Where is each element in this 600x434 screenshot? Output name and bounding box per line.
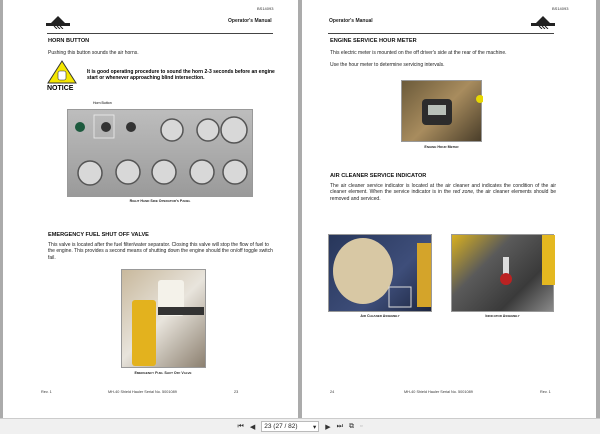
warning-hand-icon [47, 60, 77, 84]
page-navigation-toolbar [0, 418, 600, 434]
fuel-valve-caption: Emergency Fuel Shut Off Valve [134, 371, 192, 375]
footer-serial: MH-40 Shield Hauler Serial No. 5001089 [108, 390, 177, 394]
fuel-valve-photo [121, 269, 206, 368]
bucyrus-logo [45, 15, 71, 29]
bucyrus-logo [530, 15, 556, 29]
notice-text: It is good operating procedure to sound the horn 2-3 seconds before an engine start or whenever approaching blind intersection. [87, 69, 275, 82]
footer-rev: Rev. 1 [540, 390, 551, 394]
section-heading: HORN BUTTON [48, 38, 90, 44]
hour-meter-caption: Engine Hour Meter [424, 145, 459, 149]
paragraph: Pushing this button sounds the air horns. [48, 50, 139, 56]
horn-button-label: Horn Button [93, 101, 112, 105]
single-page-view-icon[interactable]: ▫ [359, 423, 363, 430]
first-page-icon[interactable]: ⏮ [237, 422, 244, 430]
operator-panel-photo [67, 109, 253, 197]
last-page-icon[interactable]: ⏭ [336, 422, 343, 430]
section-heading: AIR CLEANER SERVICE INDICATOR [330, 173, 427, 179]
manual-title: Operator's Manual [228, 18, 272, 24]
section-heading: ENGINE SERVICE HOUR METER [330, 38, 417, 44]
doc-number: BS14093 [257, 6, 274, 11]
paragraph: The air cleaner service indicator is located at the air cleaner and indicates the condition of the air cleaner element. When the service indicator is in the red zone, the air cleaner elements should be removed and serviced. [330, 183, 557, 202]
panel-caption: Right Hand Side Operator's Panel [129, 199, 191, 203]
air-cleaner-photo [328, 234, 432, 312]
footer-page-number: 23 [234, 390, 239, 394]
dropdown-icon[interactable]: ▾ [312, 423, 317, 431]
indicator-photo [451, 234, 554, 312]
hour-meter-photo [401, 80, 482, 142]
paragraph: This electric meter is mounted on the off driver's side at the rear of the machine. [330, 50, 507, 56]
section-heading: EMERGENCY FUEL SHUT OFF VALVE [48, 232, 149, 238]
air-cleaner-caption: Air Cleaner Assembly [360, 314, 400, 318]
footer-rev: Rev. 1 [41, 390, 52, 394]
doc-number: BS14093 [552, 6, 569, 11]
footer-page-number: 24 [330, 390, 335, 394]
page-number-input[interactable]: 23 (27 / 82) ▾ [261, 421, 319, 432]
footer-serial: MH-40 Shield Hauler Serial No. 5001089 [404, 390, 473, 394]
two-page-view-icon[interactable]: ⧉ [348, 422, 354, 430]
header-rule [47, 33, 273, 34]
right-page [302, 0, 596, 418]
paragraph: Use the hour meter to determine servicing intervals. [330, 62, 445, 68]
left-page [3, 0, 298, 418]
manual-title: Operator's Manual [329, 18, 373, 24]
paragraph: This valve is located after the fuel filter/water separator. Closing this valve will stop the flow of fuel to the engine. This provides a second means of shutting down the engine should the on/off toggle switch fail. [48, 242, 273, 261]
indicator-caption: Indicator Assembly [485, 314, 520, 318]
notice-label: NOTICE [47, 85, 74, 92]
next-page-icon[interactable]: ▶ [325, 423, 331, 431]
previous-page-icon[interactable]: ◀ [249, 423, 256, 431]
header-rule [328, 33, 554, 34]
